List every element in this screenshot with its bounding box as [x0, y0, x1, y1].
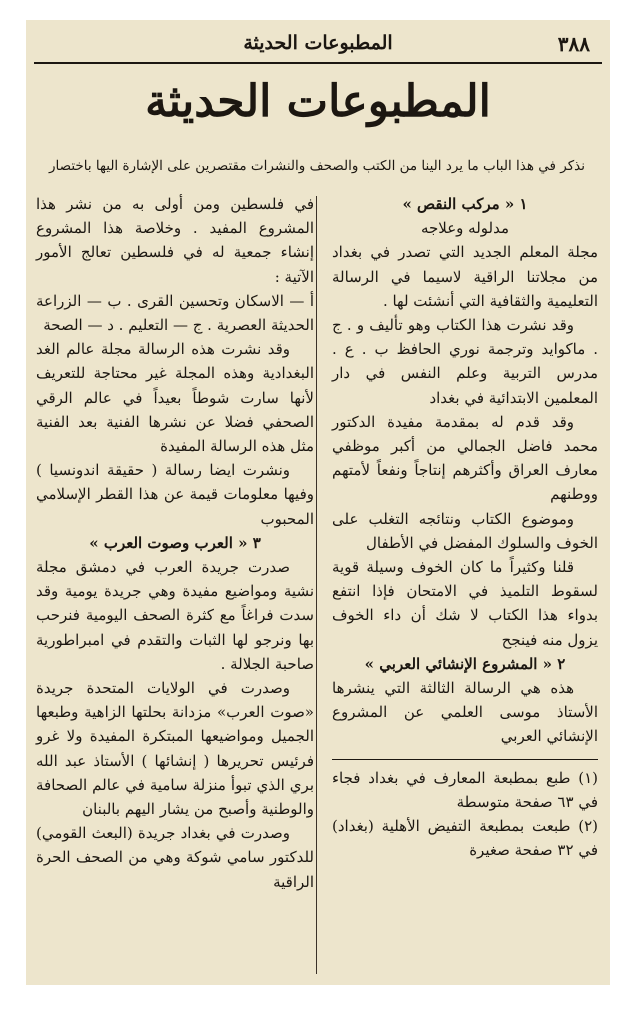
item-2-heading: ٢ « المشروع الإنشائي العربي » [364, 654, 566, 673]
item-1-heading: ١ « مركب النقص » [402, 195, 528, 213]
item-2-list: أ — الاسكان وتحسين القرى . ب — الزراعة الحديثة العصرية . ج — التعليم . د — الصحة [36, 291, 314, 335]
section-title: المطبوعات الحديثة [145, 76, 491, 127]
item-2-paragraph: ونشرت ايضا رسالة ( حقيقة اندونسيا ) وفيها معلومات قيمة عن هذا القطر الإسلامي المحبوب [36, 461, 314, 528]
header-rule [34, 62, 602, 64]
running-head [40, 28, 596, 62]
item-1-subheading: مدلوله وعلاجه [420, 219, 510, 238]
item-3-heading: ٣ « العرب وصوت العرب » [89, 533, 261, 552]
footnote-rule [332, 759, 598, 760]
item-3-paragraph: صدرت جريدة العرب في دمشق مجلة نشية ومواضيع مفيدة وهي جريدة يومية وقد سدت فراغاً مع كثرة الصحف اليومية فنرحب بها ونرجو لها الثبات والتقدم في امبراطورية صاحبة الجلالة . [36, 558, 314, 673]
item-1-paragraph: وقد نشرت هذا الكتاب وهو تأليف و . ج . ماكوايد وترجمة نوري الحافظ ب . ع . مدرس التربية وعلم النفس في دار المعلمين الابتدائية في بغداد [332, 316, 598, 407]
left-column [36, 192, 314, 894]
footnote-2: (٢) طبعت بمطبعة التفيض الأهلية (بغداد) في ٣٢ صفحة صغيرة [332, 817, 598, 860]
item-2-continued: في فلسطين ومن أولى به من نشر هذا المشروع المفيد . وخلاصة هذا المشروع إنشاء جمعية له في فلسطين تعالج الأمور الآتية : [36, 195, 314, 286]
item-3-paragraph: وصدرت في الولايات المتحدة جريدة «صوت العرب» مزدانة بحلتها الزاهية وطبعها الجميل ومواضيعها المبتكرة المفيدة ولا غرو فرئيس تحريرها ( إنشائها ) الأستاذ عبد الله بري الذي تبوأ منزلة سامية في عالم الصحافة والوطنية وأصبح من يشار اليهم بالبنان [36, 679, 314, 819]
item-1-paragraph: وقد قدم له بمقدمة مفيدة الدكتور محمد فاضل الجمالي من أكبر موظفي معارف العراق وأكثرهم إنتاجاً ونفعاً لأمتهم ووطنهم [332, 412, 598, 504]
item-1-paragraph: قلنا وكثيراً ما كان الخوف وسيلة قوية لسقوط التلميذ في الامتحان فإذا انتفع بدواء هذا الكتاب لا شك أن داء الخوف يزول منه فينجح [332, 558, 598, 649]
book-page [26, 20, 610, 985]
right-column [332, 192, 598, 862]
page-number: ٣٨٨ [557, 32, 590, 56]
item-3-paragraph: وصدرت في بغداد جريدة (البعث القومي) للدكتور سامي شوكة وهي من الصحف الحرة الراقية [36, 824, 314, 891]
item-1-paragraph: وموضوع الكتاب ونتائجه التغلب على الخوف والسلوك المفضل في الأطفال [332, 509, 598, 552]
footnote-1: (١) طبع بمطبعة المعارف في بغداد فجاء في ٦٣ صفحة متوسطة [332, 768, 598, 811]
item-1-paragraph: مجلة المعلم الجديد التي تصدر في بغداد من مجلاتنا الراقية لاسيما في الرسالة التعليمية والثقافية التي أنشئت لها . [332, 243, 598, 310]
section-intro: نذكر في هذا الباب ما يرد الينا من الكتب والصحف والنشرات مقتصرين على الإشارة اليها باختصار [48, 158, 585, 174]
column-divider [316, 196, 317, 974]
item-2-paragraph: هذه هي الرسالة الثالثة التي ينشرها الأستاذ موسى العلمي عن المشروع الإنشائي العربي [332, 679, 598, 746]
running-title: المطبوعات الحديثة [243, 32, 393, 54]
item-2-paragraph: وقد نشرت هذه الرسالة مجلة عالم الغد البغدادية وهذه المجلة غير محتاجة للتعريف لأنها سارت شوطاً بعيداً في عالم الرقي الصحفي فضلا عن نشرها الفنية بعد الفنية مثل هذه الرسالة المفيدة [36, 340, 314, 456]
